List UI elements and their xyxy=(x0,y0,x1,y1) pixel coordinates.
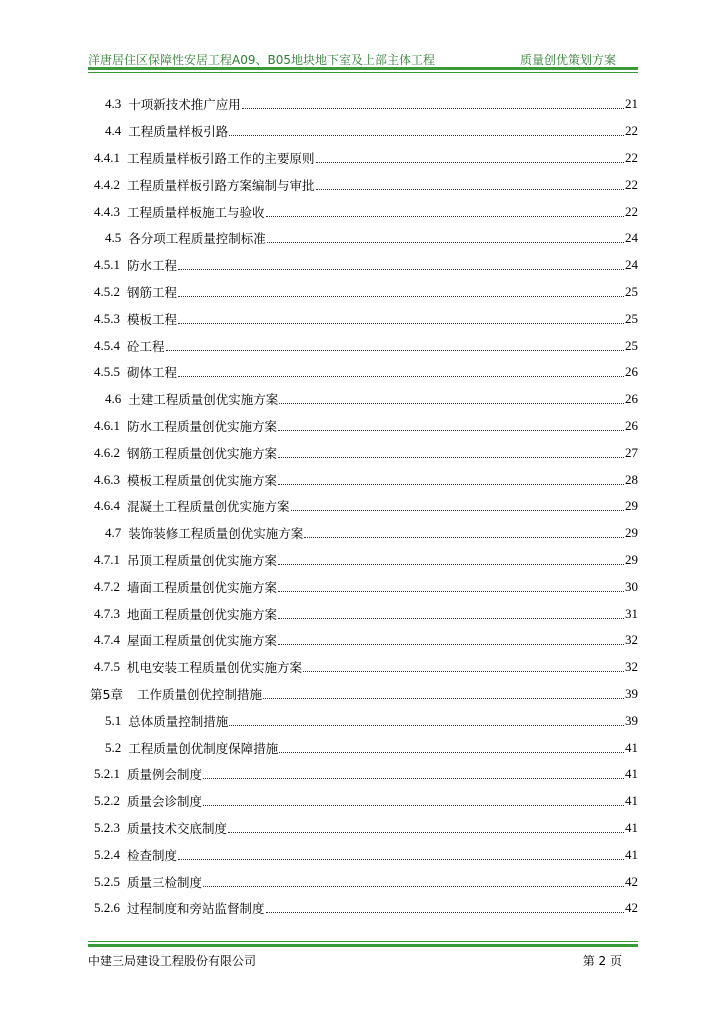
toc-entry-page: 31 xyxy=(625,605,638,621)
toc-entry[interactable] xyxy=(88,627,638,654)
toc-entry[interactable] xyxy=(88,761,638,788)
toc-entry-page: 24 xyxy=(625,230,638,246)
toc-entry-title: 检查制度 xyxy=(127,847,178,863)
toc-entry-page: 41 xyxy=(625,739,638,755)
toc-entry-page: 29 xyxy=(625,525,638,541)
footer-company: 中建三局建设工程股份有限公司 xyxy=(88,954,257,968)
toc-leader-dots xyxy=(203,777,624,779)
toc-leader-dots xyxy=(229,724,624,726)
toc-entry-page: 41 xyxy=(625,846,638,862)
toc-entry-title: 质量会诊制度 xyxy=(127,794,203,810)
toc-entry-title: 墙面工程质量创优实施方案 xyxy=(127,579,278,595)
toc-entry-title: 钢筋工程质量创优实施方案 xyxy=(127,445,278,461)
table-of-contents xyxy=(88,91,638,922)
toc-entry[interactable] xyxy=(88,225,638,252)
toc-entry-title: 工程质量样板引路方案编制与审批 xyxy=(127,177,315,193)
toc-entry-title: 混凝土工程质量创优实施方案 xyxy=(127,499,290,515)
toc-entry-number: 4.7.4 xyxy=(94,632,120,648)
toc-leader-dots xyxy=(278,456,624,458)
toc-entry-number: 4.7.3 xyxy=(94,605,120,621)
toc-entry-page: 26 xyxy=(625,417,638,433)
toc-entry-number: 第5章 xyxy=(90,686,123,702)
toc-entry[interactable] xyxy=(88,359,638,386)
toc-entry-number: 4.5.4 xyxy=(94,337,120,353)
toc-entry-page: 42 xyxy=(625,873,638,889)
toc-entry[interactable] xyxy=(88,413,638,440)
toc-leader-dots xyxy=(278,590,624,592)
footer-rule-thick xyxy=(88,944,638,947)
toc-entry-title: 工程质量样板引路 xyxy=(128,124,229,140)
toc-entry-title: 总体质量控制措施 xyxy=(128,713,229,729)
toc-entry-number: 5.1 xyxy=(105,712,122,728)
toc-entry-number: 4.6.1 xyxy=(94,417,120,433)
toc-entry[interactable] xyxy=(88,788,638,815)
toc-entry[interactable] xyxy=(88,466,638,493)
toc-entry-number: 4.4.3 xyxy=(94,203,120,219)
toc-leader-dots xyxy=(279,402,624,404)
toc-entry-page: 41 xyxy=(625,819,638,835)
toc-leader-dots xyxy=(166,349,624,351)
toc-entry-title: 屋面工程质量创优实施方案 xyxy=(127,633,278,649)
toc-entry-page: 22 xyxy=(625,149,638,165)
toc-entry-number: 4.5.3 xyxy=(94,310,120,326)
toc-entry-title: 模板工程质量创优实施方案 xyxy=(127,472,278,488)
toc-entry[interactable] xyxy=(88,145,638,172)
toc-entry-number: 4.6.2 xyxy=(94,444,120,460)
toc-leader-dots xyxy=(316,161,624,163)
toc-entry-number: 4.6.4 xyxy=(94,498,120,514)
toc-entry-title: 工程质量样板引路工作的主要原则 xyxy=(127,150,315,166)
toc-entry[interactable] xyxy=(88,198,638,225)
toc-entry[interactable] xyxy=(88,332,638,359)
toc-entry-page: 42 xyxy=(625,900,638,916)
toc-entry-number: 4.7.2 xyxy=(94,578,120,594)
toc-entry[interactable] xyxy=(88,520,638,547)
toc-leader-dots xyxy=(178,858,624,860)
toc-entry-page: 39 xyxy=(625,712,638,728)
toc-entry-title: 吊顶工程质量创优实施方案 xyxy=(127,552,278,568)
toc-leader-dots xyxy=(203,885,624,887)
toc-entry-number: 5.2 xyxy=(105,739,122,755)
toc-entry[interactable] xyxy=(88,573,638,600)
toc-entry-number: 4.5.2 xyxy=(94,283,120,299)
toc-entry-number: 4.4.2 xyxy=(94,176,120,192)
toc-leader-dots xyxy=(178,268,624,270)
toc-entry-number: 4.5.1 xyxy=(94,257,120,273)
toc-entry-number: 4.4 xyxy=(105,123,122,139)
toc-entry-number: 5.2.6 xyxy=(94,900,120,916)
toc-entry-page: 26 xyxy=(625,364,638,380)
toc-entry-number: 4.5.5 xyxy=(94,364,120,380)
page-footer xyxy=(88,952,638,970)
toc-leader-dots xyxy=(267,241,624,243)
toc-entry-page: 22 xyxy=(625,203,638,219)
toc-entry-title: 装饰装修工程质量创优实施方案 xyxy=(128,526,304,542)
toc-entry-number: 4.6.3 xyxy=(94,471,120,487)
toc-entry-page: 39 xyxy=(625,685,638,701)
toc-leader-dots xyxy=(178,375,624,377)
toc-entry-title: 土建工程质量创优实施方案 xyxy=(128,392,279,408)
toc-leader-dots xyxy=(279,751,624,753)
toc-leader-dots xyxy=(278,617,624,619)
toc-entry-page: 25 xyxy=(625,337,638,353)
toc-entry-title: 砼工程 xyxy=(127,338,165,354)
toc-leader-dots xyxy=(203,804,624,806)
toc-entry-page: 32 xyxy=(625,632,638,648)
toc-entry-title: 十项新技术推广应用 xyxy=(128,97,241,113)
toc-entry-number: 5.2.1 xyxy=(94,766,120,782)
toc-leader-dots xyxy=(229,134,624,136)
toc-leader-dots xyxy=(316,188,624,190)
toc-entry-title: 地面工程质量创优实施方案 xyxy=(127,606,278,622)
toc-entry-number: 5.2.4 xyxy=(94,846,120,862)
toc-entry-page: 41 xyxy=(625,793,638,809)
toc-entry-number: 4.7.1 xyxy=(94,551,120,567)
toc-entry-title: 工程质量样板施工与验收 xyxy=(127,204,265,220)
toc-entry[interactable] xyxy=(88,868,638,895)
toc-entry-title: 过程制度和旁站监督制度 xyxy=(127,901,265,917)
toc-entry[interactable] xyxy=(88,734,638,761)
toc-entry[interactable] xyxy=(88,439,638,466)
toc-leader-dots xyxy=(278,563,624,565)
toc-entry[interactable] xyxy=(88,305,638,332)
toc-entry-number: 5.2.3 xyxy=(94,819,120,835)
toc-entry-title: 机电安装工程质量创优实施方案 xyxy=(127,660,303,676)
toc-entry-title: 工作质量创优控制措施 xyxy=(136,686,262,702)
toc-entry-page: 24 xyxy=(625,257,638,273)
toc-entry[interactable] xyxy=(88,707,638,734)
toc-entry-page: 25 xyxy=(625,310,638,326)
toc-entry-title: 各分项工程质量控制标准 xyxy=(128,231,266,247)
toc-entry[interactable] xyxy=(88,171,638,198)
toc-entry-page: 29 xyxy=(625,551,638,567)
toc-entry-page: 29 xyxy=(625,498,638,514)
footer-page-number: 第 2 页 xyxy=(582,954,622,968)
footer-rule-thin xyxy=(88,941,638,942)
header-subtitle: 质量创优策划方案 xyxy=(519,53,616,67)
toc-entry[interactable] xyxy=(88,654,638,681)
toc-entry-number: 5.2.5 xyxy=(94,873,120,889)
toc-entry[interactable] xyxy=(88,279,638,306)
toc-entry[interactable] xyxy=(88,600,638,627)
toc-entry-page: 27 xyxy=(625,444,638,460)
toc-entry[interactable] xyxy=(88,386,638,413)
toc-entry-title: 防水工程 xyxy=(127,258,178,274)
toc-entry-title: 钢筋工程 xyxy=(127,284,178,300)
toc-entry-number: 4.7 xyxy=(105,525,122,541)
toc-entry[interactable] xyxy=(88,493,638,520)
toc-leader-dots xyxy=(266,911,624,913)
toc-entry-title: 质量例会制度 xyxy=(127,767,203,783)
toc-entry-page: 21 xyxy=(625,96,638,112)
toc-leader-dots xyxy=(242,107,624,109)
toc-entry-number: 4.7.5 xyxy=(94,659,120,675)
toc-entry-page: 28 xyxy=(625,471,638,487)
toc-entry[interactable] xyxy=(88,681,638,708)
toc-entry[interactable] xyxy=(88,118,638,145)
header-rule-thick xyxy=(88,67,638,70)
toc-leader-dots xyxy=(266,215,624,217)
toc-entry-page: 25 xyxy=(625,283,638,299)
toc-entry-number: 4.4.1 xyxy=(94,149,120,165)
toc-entry[interactable] xyxy=(88,895,638,922)
toc-entry-page: 30 xyxy=(625,578,638,594)
toc-leader-dots xyxy=(278,429,624,431)
header-title: 洋唐居住区保障性安居工程A09、B05地块地下室及上部主体工程 xyxy=(88,53,435,67)
toc-entry-page: 22 xyxy=(625,123,638,139)
toc-leader-dots xyxy=(278,483,624,485)
toc-entry-title: 质量三检制度 xyxy=(127,874,203,890)
toc-entry[interactable] xyxy=(88,547,638,574)
toc-leader-dots xyxy=(278,643,624,645)
toc-leader-dots xyxy=(178,322,624,324)
toc-entry-title: 防水工程质量创优实施方案 xyxy=(127,418,278,434)
toc-leader-dots xyxy=(303,670,624,672)
toc-entry-page: 26 xyxy=(625,391,638,407)
toc-leader-dots xyxy=(263,697,624,699)
toc-leader-dots xyxy=(178,295,624,297)
toc-entry-number: 4.5 xyxy=(105,230,122,246)
toc-entry-page: 32 xyxy=(625,659,638,675)
toc-entry[interactable] xyxy=(88,252,638,279)
header-rule-thin xyxy=(88,72,638,73)
toc-entry-number: 4.3 xyxy=(105,96,122,112)
toc-entry-number: 5.2.2 xyxy=(94,793,120,809)
toc-entry-page: 22 xyxy=(625,176,638,192)
toc-entry-title: 质量技术交底制度 xyxy=(127,820,228,836)
toc-leader-dots xyxy=(228,831,624,833)
toc-entry[interactable] xyxy=(88,841,638,868)
toc-entry-title: 砌体工程 xyxy=(127,365,178,381)
toc-entry-title: 工程质量创优制度保障措施 xyxy=(128,740,279,756)
toc-entry-page: 41 xyxy=(625,766,638,782)
toc-entry-number: 4.6 xyxy=(105,391,122,407)
toc-leader-dots xyxy=(291,509,624,511)
toc-entry[interactable] xyxy=(88,91,638,118)
toc-entry-title: 模板工程 xyxy=(127,311,178,327)
toc-leader-dots xyxy=(304,536,624,538)
toc-entry[interactable] xyxy=(88,815,638,842)
